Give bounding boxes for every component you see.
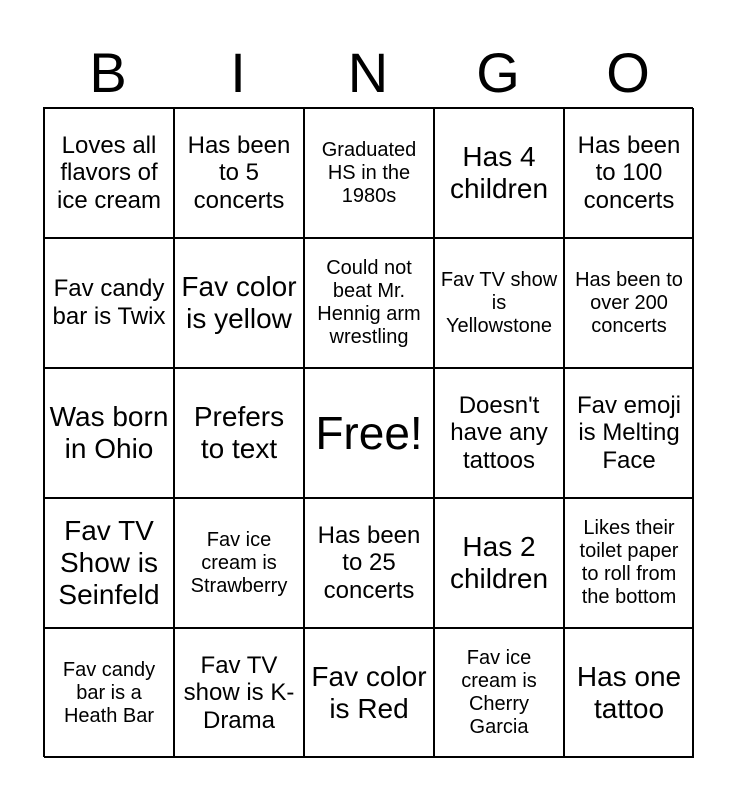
bingo-cell[interactable]: Fav ice cream is Strawberry xyxy=(174,498,304,628)
bingo-cell[interactable]: Has 2 children xyxy=(434,498,564,628)
bingo-cell[interactable]: Was born in Ohio xyxy=(44,368,174,498)
bingo-cell[interactable]: Fav color is Red xyxy=(304,628,434,758)
free-space-cell[interactable]: Free! xyxy=(304,368,434,498)
header-letter-n: N xyxy=(347,41,389,104)
bingo-cell[interactable]: Fav candy bar is Twix xyxy=(44,238,174,368)
bingo-header xyxy=(43,38,693,108)
bingo-cell[interactable]: Fav emoji is Melting Face xyxy=(564,368,694,498)
bingo-cell[interactable]: Fav TV Show is Seinfeld xyxy=(44,498,174,628)
bingo-cell[interactable]: Fav candy bar is a Heath Bar xyxy=(44,628,174,758)
bingo-cell[interactable]: Has been to over 200 concerts xyxy=(564,238,694,368)
bingo-grid xyxy=(43,107,693,757)
bingo-cell[interactable]: Has been to 5 concerts xyxy=(174,108,304,238)
bingo-cell[interactable]: Doesn't have any tattoos xyxy=(434,368,564,498)
bingo-cell[interactable]: Fav ice cream is Cherry Garcia xyxy=(434,628,564,758)
bingo-cell[interactable]: Has been to 25 concerts xyxy=(304,498,434,628)
bingo-cell[interactable]: Has been to 100 concerts xyxy=(564,108,694,238)
bingo-cell[interactable]: Fav color is yellow xyxy=(174,238,304,368)
bingo-cell[interactable]: Prefers to text xyxy=(174,368,304,498)
bingo-cell[interactable]: Has one tattoo xyxy=(564,628,694,758)
bingo-cell[interactable]: Loves all flavors of ice cream xyxy=(44,108,174,238)
header-letter-o: O xyxy=(606,41,650,104)
bingo-cell[interactable]: Likes their toilet paper to roll from the bottom xyxy=(564,498,694,628)
header-letter-i: I xyxy=(230,41,246,104)
bingo-cell[interactable]: Fav TV show is Yellowstone xyxy=(434,238,564,368)
bingo-cell[interactable]: Graduated HS in the 1980s xyxy=(304,108,434,238)
header-letter-b: B xyxy=(89,41,127,104)
bingo-cell[interactable]: Fav TV show is K-Drama xyxy=(174,628,304,758)
bingo-cell[interactable]: Could not beat Mr. Hennig arm wrestling xyxy=(304,238,434,368)
header-letter-g: G xyxy=(476,41,520,104)
bingo-cell[interactable]: Has 4 children xyxy=(434,108,564,238)
